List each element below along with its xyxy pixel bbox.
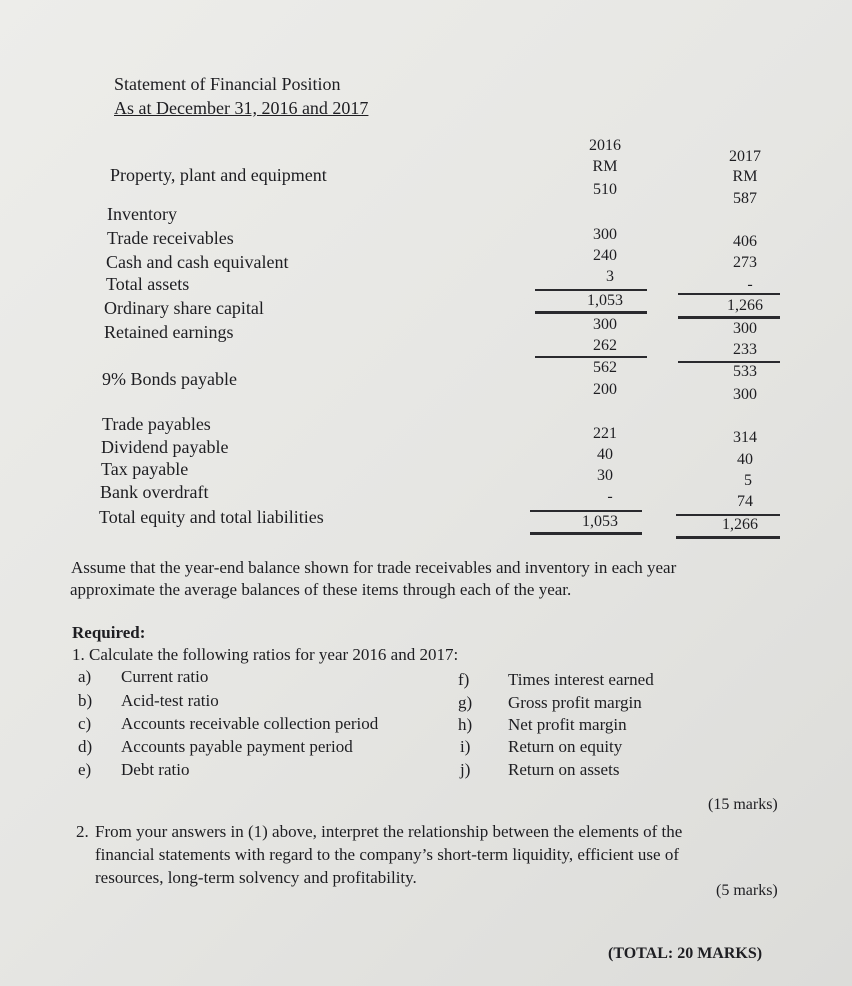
question-1: 1. Calculate the following ratios for year 2016 and 2017: bbox=[72, 645, 459, 664]
row-label-total-assets: Total assets bbox=[106, 274, 190, 294]
row-label-tax-payable: Tax payable bbox=[101, 459, 189, 479]
col-2016-currency: RM bbox=[592, 158, 618, 175]
ratio-text: Current ratio bbox=[121, 667, 209, 686]
rule-2016-assets bbox=[535, 289, 647, 291]
row-label-bonds: 9% Bonds payable bbox=[102, 369, 237, 389]
value-2017-total-assets: 1,266 bbox=[727, 297, 763, 314]
question-2-line-2: financial statements with regard to the company’s short-term liquidity, efficient use of bbox=[95, 845, 679, 864]
value-2017-bonds: 300 bbox=[733, 386, 757, 403]
ratio-letter: f) bbox=[458, 670, 470, 689]
q1-marks: (15 marks) bbox=[708, 796, 778, 813]
value-2016-tax-payable: 30 bbox=[597, 467, 613, 484]
value-2017-cash: - bbox=[747, 276, 753, 293]
value-2016-ppe: 510 bbox=[593, 181, 617, 198]
value-2017-trade-receivables: 273 bbox=[733, 254, 757, 271]
ratio-letter: h) bbox=[458, 715, 473, 734]
row-label-trade-receivables: Trade receivables bbox=[107, 228, 234, 248]
value-2016-share-capital: 300 bbox=[593, 316, 617, 333]
ratio-text: Return on assets bbox=[508, 760, 620, 779]
question-2-number: 2. bbox=[76, 822, 89, 841]
value-2016-total-eq-liab: 1,053 bbox=[582, 513, 618, 530]
col-2017-year: 2017 bbox=[729, 148, 761, 165]
ratio-text: Return on equity bbox=[508, 737, 623, 756]
row-label-dividend-payable: Dividend payable bbox=[101, 437, 229, 457]
ratio-text: Accounts receivable collection period bbox=[121, 714, 379, 733]
value-2017-total-eq-liab: 1,266 bbox=[722, 516, 758, 533]
question-2-line-1: From your answers in (1) above, interpret the relationship between the elements of the bbox=[95, 822, 683, 841]
ratio-letter: b) bbox=[78, 691, 93, 710]
ratio-letter: d) bbox=[78, 737, 93, 756]
ratio-letter: e) bbox=[78, 760, 92, 779]
rule-2017-liabilities-double bbox=[676, 536, 780, 539]
row-label-total-eq-liab: Total equity and total liabilities bbox=[99, 507, 324, 527]
value-2016-bank-overdraft: - bbox=[607, 488, 613, 505]
row-label-retained-earnings: Retained earnings bbox=[104, 322, 234, 342]
ratio-text: Debt ratio bbox=[121, 760, 190, 779]
rule-2017-assets-double bbox=[678, 316, 780, 319]
q2-marks: (5 marks) bbox=[716, 882, 778, 899]
ratio-text: Gross profit margin bbox=[508, 693, 642, 712]
assumption-line-1: Assume that the year-end balance shown for trade receivables and inventory in each year bbox=[71, 558, 677, 577]
row-label-trade-payables: Trade payables bbox=[102, 414, 211, 434]
value-2016-dividend-payable: 40 bbox=[597, 446, 613, 463]
ratio-letter: i) bbox=[460, 737, 471, 756]
ratio-text: Acid-test ratio bbox=[121, 691, 219, 710]
total-marks: (TOTAL: 20 MARKS) bbox=[608, 945, 763, 962]
col-2017-currency: RM bbox=[732, 168, 758, 185]
value-2017-tax-payable: 5 bbox=[744, 472, 752, 489]
row-label-inventory: Inventory bbox=[107, 204, 177, 224]
value-2017-trade-payables: 314 bbox=[733, 429, 757, 446]
ratio-letter: c) bbox=[78, 714, 92, 733]
question-2-line-3: resources, long-term solvency and profitability. bbox=[95, 868, 417, 887]
ratio-text: Accounts payable payment period bbox=[121, 737, 353, 756]
row-label-share-capital: Ordinary share capital bbox=[104, 298, 264, 318]
assumption-line-2: approximate the average balances of these items through each of the year. bbox=[70, 580, 572, 599]
value-2016-total-assets: 1,053 bbox=[587, 292, 623, 309]
value-2016-inventory: 300 bbox=[593, 226, 617, 243]
ratio-letter: j) bbox=[460, 760, 471, 779]
ratio-text: Times interest earned bbox=[508, 670, 654, 689]
required-heading: Required: bbox=[72, 623, 146, 642]
value-2017-equity-subtotal: 533 bbox=[733, 363, 757, 380]
value-2016-trade-payables: 221 bbox=[593, 425, 617, 442]
value-2017-inventory: 406 bbox=[733, 233, 757, 250]
row-label-bank-overdraft: Bank overdraft bbox=[100, 482, 209, 502]
rule-2016-equity bbox=[535, 356, 647, 358]
value-2016-equity-subtotal: 562 bbox=[593, 359, 617, 376]
value-2017-bank-overdraft: 74 bbox=[737, 493, 753, 510]
row-label-ppe: Property, plant and equipment bbox=[110, 165, 327, 185]
col-2016-year: 2016 bbox=[589, 137, 621, 154]
rule-2016-liabilities-double bbox=[530, 532, 642, 535]
rule-2017-assets bbox=[678, 293, 780, 295]
value-2017-dividend-payable: 40 bbox=[737, 451, 753, 468]
row-label-cash: Cash and cash equivalent bbox=[106, 252, 289, 272]
ratio-text: Net profit margin bbox=[508, 715, 627, 734]
rule-2016-assets-double bbox=[535, 311, 647, 314]
value-2016-bonds: 200 bbox=[593, 381, 617, 398]
value-2017-share-capital: 300 bbox=[733, 320, 757, 337]
value-2016-retained-earnings: 262 bbox=[593, 337, 617, 354]
ratio-letter: g) bbox=[458, 693, 473, 712]
ratio-letter: a) bbox=[78, 667, 92, 686]
statement-title: Statement of Financial Position bbox=[114, 74, 341, 94]
rule-2016-liabilities bbox=[530, 510, 642, 512]
value-2017-retained-earnings: 233 bbox=[733, 341, 757, 358]
value-2016-cash: 3 bbox=[606, 268, 614, 285]
value-2017-ppe: 587 bbox=[733, 190, 757, 207]
statement-subtitle: As at December 31, 2016 and 2017 bbox=[114, 98, 369, 118]
value-2016-trade-receivables: 240 bbox=[593, 247, 617, 264]
